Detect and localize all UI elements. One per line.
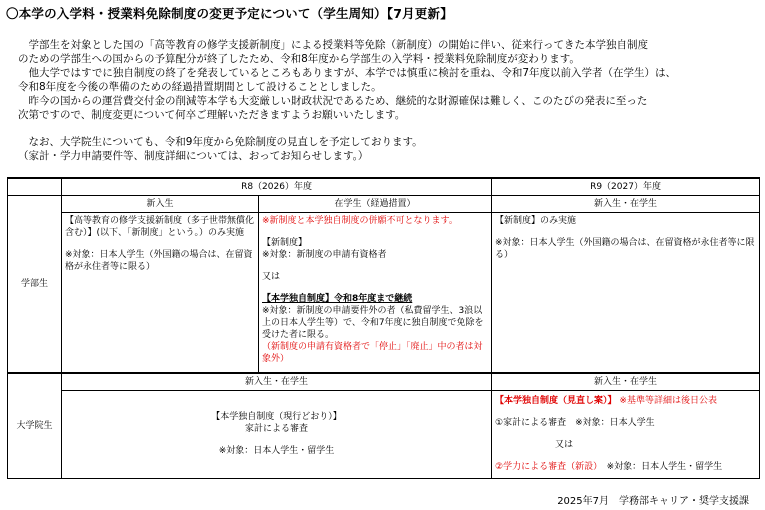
new-scheme-heading: 【新制度】 xyxy=(262,238,308,248)
undergrad-new-note: ※対象：日本人学生（外国籍の場合は、在留資格が永住者等に限る） xyxy=(65,250,253,272)
undergrad-new-cell xyxy=(62,213,259,373)
grad-label: 大学院生 xyxy=(8,373,62,479)
grad-r9-income-review: ①家計による審査 ※対象：日本人学生 xyxy=(495,418,655,428)
grad-r9-scheme: 【本学独自制度（見直し案）】 xyxy=(495,396,617,406)
undergrad-r9-scheme: 【新制度】のみ実施 xyxy=(495,216,577,226)
intro-line: 他大学ではすでに独自制度の終了を発表しているところもありますが、本学では慎重に検討を重ね、令和7年度以前入学者（在学生）は、 xyxy=(18,67,676,79)
intro-line: 令和8年度を今後の準備のための経過措置期間として設けることとしました。 xyxy=(18,81,382,93)
undergrad-current-header: 在学生（経過措置） xyxy=(259,196,492,213)
grad-r9-cell xyxy=(492,390,760,478)
grad-r8-review: 家計による審査 xyxy=(245,424,309,434)
new-scheme-target: ※対象：新制度の申請有資格者 xyxy=(262,250,387,260)
grad-r9-academic-target: ※対象：日本人学生・留学生 xyxy=(597,462,723,472)
grad-r9-detail-note: ※基準等詳細は後日公表 xyxy=(619,396,717,406)
grad-r8-scheme: 【本学独自制度（現行どおり）】 xyxy=(211,412,342,422)
excluded-note: （新制度の申請有資格者で「停止」「廃止」中の者は対象外） xyxy=(262,342,483,364)
undergrad-label: 学部生 xyxy=(8,196,62,373)
or-label: 又は xyxy=(262,272,281,282)
intro-line: なお、大学院生についても、令和9年度から免除制度の見直しを予定しております。 xyxy=(18,136,423,148)
undergrad-new-scheme: 【高等教育の修学支援新制度（多子世帯無償化含む）】(以下、「新制度」という。）のみ実施 xyxy=(65,216,255,238)
blank-corner xyxy=(8,178,62,196)
grad-r9-header: 新入生・在学生 xyxy=(492,373,760,391)
footer-issuer: 2025年7月 学務部キャリア・奨学支援課 xyxy=(557,496,749,507)
grad-r8-header: 新入生・在学生 xyxy=(62,373,492,391)
schedule-table xyxy=(7,177,760,479)
intro-line: （家計・学力申請要件等、制度詳細については、おってお知らせします。） xyxy=(18,150,369,162)
undergrad-new-header: 新入生 xyxy=(62,196,259,213)
own-scheme-heading: 【本学独自制度】令和8年度まで継続 xyxy=(262,294,413,304)
r9-header: R9（2027）年度 xyxy=(492,178,760,196)
own-scheme-target: ※対象：新制度の申請要件外の者（私費留学生、3浪以上の日本人学生等）で、令和7年度に独自制度で免除を受けた者に限る。 xyxy=(262,306,484,340)
intro-line: 昨今の国からの運営費交付金の削減等本学も大変厳しい財政状況であるため、継続的な財源確保は難しく、このたびの発表に至った xyxy=(18,95,648,107)
grad-r8-note: ※対象：日本人学生・留学生 xyxy=(218,446,335,456)
grad-r8-cell xyxy=(62,390,492,478)
intro-line: 学部生を対象とした国の「高等教育の修学支援新制度」による授業料等免除（新制度）の開始に伴い、従来行ってきた本学独自制度 xyxy=(18,39,648,51)
undergrad-r9-cell xyxy=(492,213,760,373)
undergrad-current-cell xyxy=(259,213,492,373)
intro-line: のための学部生への国からの予算配分が終了したため、令和8年度から学部生の入学料・授業料免除制度が変わります。 xyxy=(18,53,580,65)
intro-line: 次第ですので、制度変更について何卒ご理解いただきますようお願いいたします。 xyxy=(18,109,406,121)
undergrad-r9-note: ※対象：日本人学生（外国籍の場合は、在留資格が永住者等に限る） xyxy=(495,238,755,260)
no-dual-application-note: ※新制度と本学独自制度の併願不可となります。 xyxy=(262,216,458,226)
page-title: 〇本学の入学料・授業料免除制度の変更予定について（学生周知）【7月更新】 xyxy=(6,6,453,21)
grad-r9-or: 又は xyxy=(555,440,574,450)
intro-text xyxy=(18,38,758,163)
r8-header: R8（2026）年度 xyxy=(62,178,492,196)
grad-r9-academic-review: ②学力による審査（新設） xyxy=(495,462,598,472)
undergrad-r9-header: 新入生・在学生 xyxy=(492,196,760,213)
